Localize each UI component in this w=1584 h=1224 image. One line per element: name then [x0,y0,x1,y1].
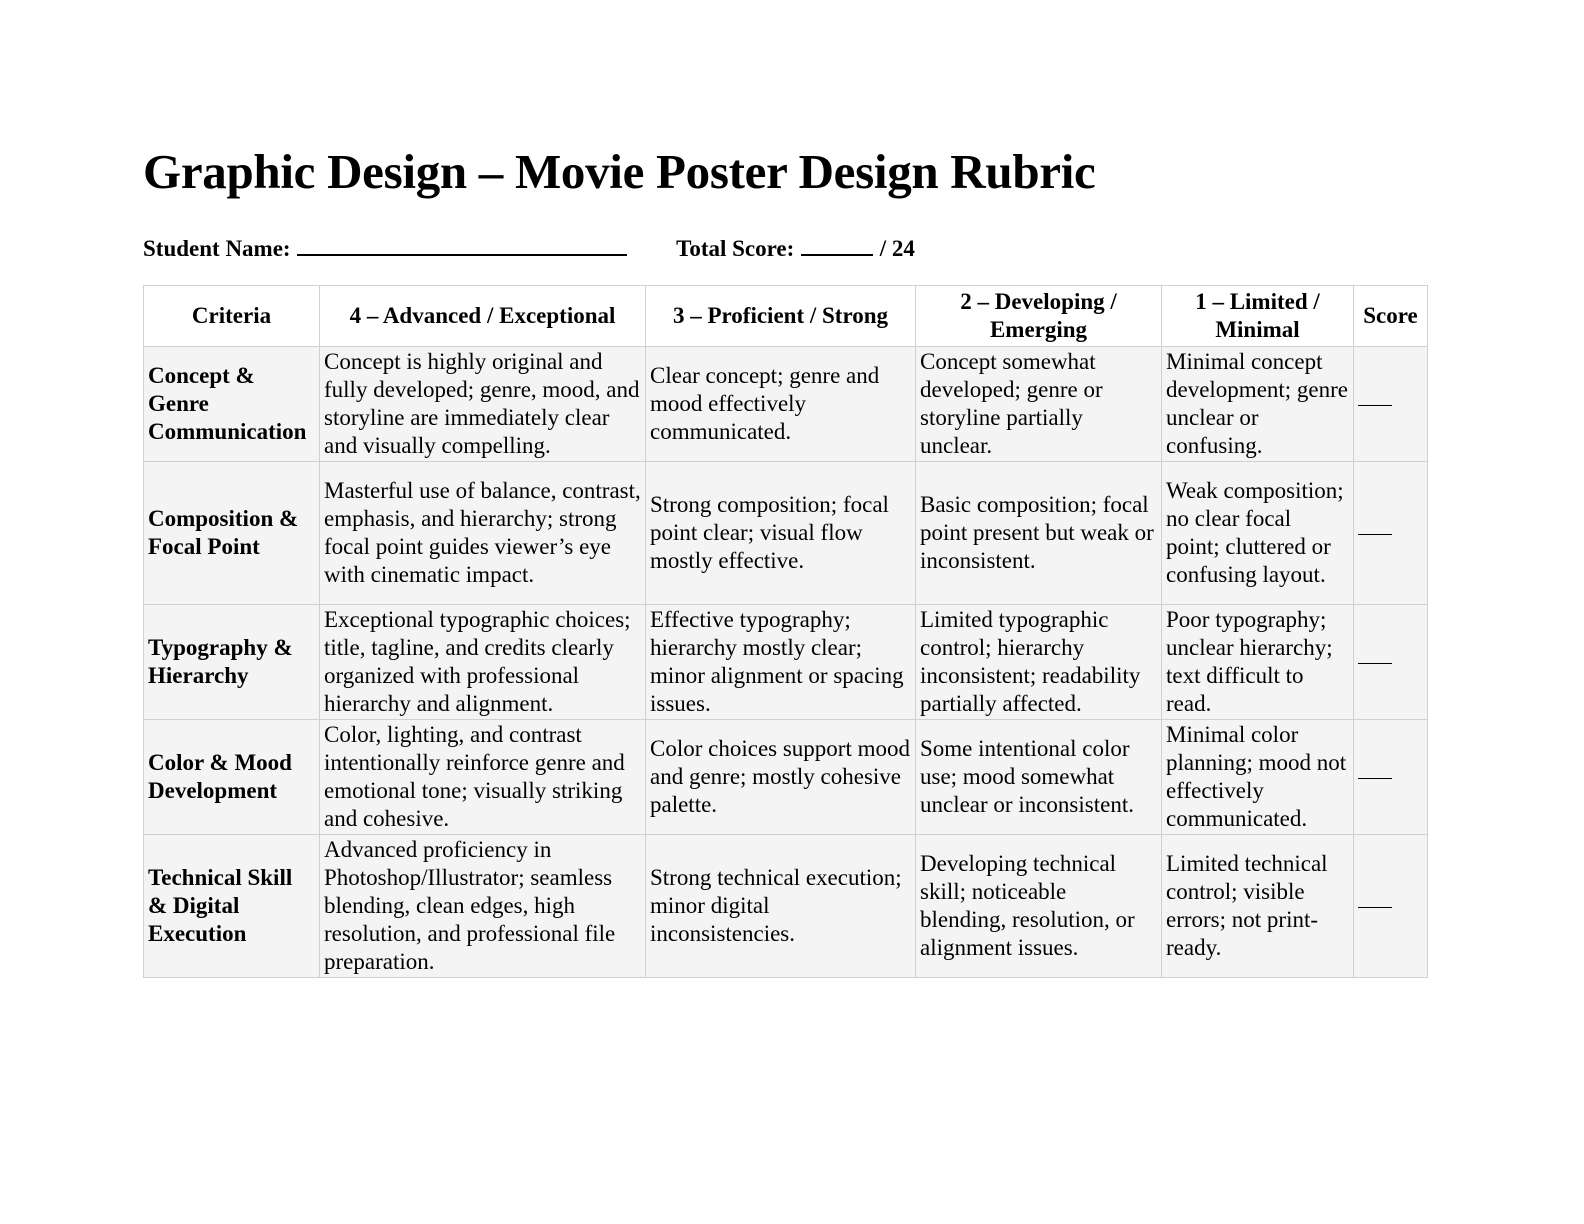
total-score-max: / 24 [879,236,915,261]
developing-cell: Developing technical skill; noticeable blending, resolution, or alignment issues. [916,835,1162,978]
criteria-cell: Technical Skill & Digital Execution [144,835,320,978]
table-row [144,835,1428,978]
score-cell [1354,605,1428,720]
developing-cell: Some intentional color use; mood somewhat unclear or inconsistent. [916,720,1162,835]
student-name-label: Student Name: [143,236,291,261]
developing-cell: Concept somewhat developed; genre or storyline partially unclear. [916,347,1162,462]
score-blank [1358,907,1392,908]
developing-cell: Basic composition; focal point present but weak or inconsistent. [916,462,1162,605]
score-cell [1354,462,1428,605]
score-blank [1358,663,1392,664]
header-proficient: 3 – Proficient / Strong [646,286,916,347]
total-score-label: Total Score: [676,236,795,261]
limited-cell: Poor typography; unclear hierarchy; text difficult to read. [1162,605,1354,720]
header-criteria: Criteria [144,286,320,347]
table-row [144,347,1428,462]
criteria-cell: Concept & Genre Communication [144,347,320,462]
student-info-line [143,232,1443,264]
rubric-table [143,285,1428,978]
page-title: Graphic Design – Movie Poster Design Rubric [143,144,1096,199]
criteria-cell: Color & Mood Development [144,720,320,835]
score-blank [1358,778,1392,779]
score-cell [1354,347,1428,462]
score-cell [1354,720,1428,835]
proficient-cell: Effective typography; hierarchy mostly clear; minor alignment or spacing issues. [646,605,916,720]
rubric-document [143,142,1443,974]
limited-cell: Weak composition; no clear focal point; cluttered or confusing layout. [1162,462,1354,605]
table-row [144,605,1428,720]
criteria-cell: Typography & Hierarchy [144,605,320,720]
total-score-blank [801,232,873,256]
header-developing: 2 – Developing / Emerging [916,286,1162,347]
advanced-cell: Advanced proficiency in Photoshop/Illustrator; seamless blending, clean edges, high resolution, and professional file preparation. [320,835,646,978]
advanced-cell: Color, lighting, and contrast intentionally reinforce genre and emotional tone; visually striking and cohesive. [320,720,646,835]
table-row [144,462,1428,605]
header-score: Score [1354,286,1428,347]
limited-cell: Minimal color planning; mood not effectively communicated. [1162,720,1354,835]
score-blank [1358,405,1392,406]
criteria-cell: Composition & Focal Point [144,462,320,605]
header-limited: 1 – Limited / Minimal [1162,286,1354,347]
advanced-cell: Exceptional typographic choices; title, tagline, and credits clearly organized with professional hierarchy and alignment. [320,605,646,720]
score-cell [1354,835,1428,978]
table-header-row [144,286,1428,347]
developing-cell: Limited typographic control; hierarchy inconsistent; readability partially affected. [916,605,1162,720]
table-row [144,720,1428,835]
limited-cell: Limited technical control; visible errors; not print-ready. [1162,835,1354,978]
advanced-cell: Masterful use of balance, contrast, emphasis, and hierarchy; strong focal point guides viewer’s eye with cinematic impact. [320,462,646,605]
score-blank [1358,534,1392,535]
proficient-cell: Clear concept; genre and mood effectively communicated. [646,347,916,462]
limited-cell: Minimal concept development; genre unclear or confusing. [1162,347,1354,462]
proficient-cell: Color choices support mood and genre; mostly cohesive palette. [646,720,916,835]
proficient-cell: Strong technical execution; minor digital inconsistencies. [646,835,916,978]
advanced-cell: Concept is highly original and fully developed; genre, mood, and storyline are immediately clear and visually compelling. [320,347,646,462]
header-advanced: 4 – Advanced / Exceptional [320,286,646,347]
student-name-blank [297,232,627,256]
proficient-cell: Strong composition; focal point clear; visual flow mostly effective. [646,462,916,605]
